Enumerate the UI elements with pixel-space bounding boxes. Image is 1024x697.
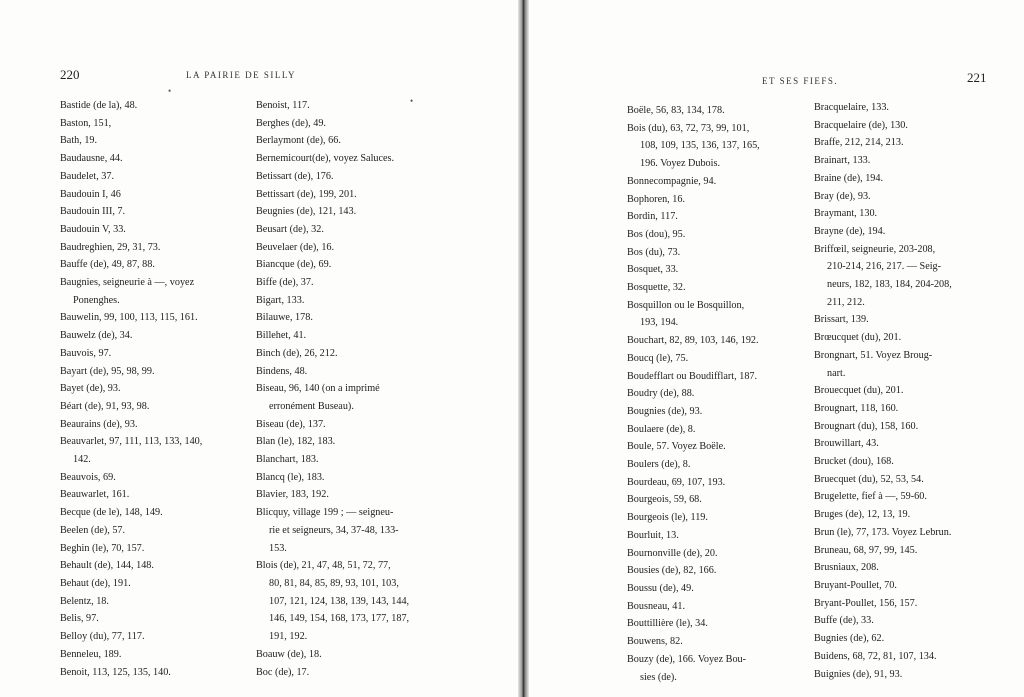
index-entry — [814, 347, 1014, 382]
index-entry-line: Blanchart, 183. — [256, 454, 319, 466]
index-entry — [814, 435, 1014, 453]
index-entry-line: Behault (de), 144, 148. — [60, 560, 154, 572]
ink-speck: • — [168, 86, 172, 96]
index-entry — [814, 170, 1014, 188]
index-entry — [256, 203, 496, 221]
index-entry-line: Bray (de), 93. — [814, 190, 871, 202]
index-entry-line: Brougnart (du), 158, 160. — [814, 420, 919, 432]
index-entry-line: Bouwens, 82. — [627, 636, 683, 648]
index-entry — [814, 418, 1014, 436]
index-entry-line: Bosquet, 33. — [627, 264, 679, 276]
index-entry — [256, 309, 496, 327]
index-entry-line: Beauvarlet, 97, 111, 113, 133, 140, — [60, 436, 203, 448]
index-entry — [60, 274, 250, 309]
index-entry-line: Belis, 97. — [60, 613, 99, 625]
index-entry-line: Benneleu, 189. — [60, 648, 122, 660]
index-entry — [60, 256, 250, 274]
index-entry — [814, 205, 1014, 223]
index-entry-line: 196. Voyez Dubois. — [640, 158, 720, 170]
index-entry-line: Bruges (de), 12, 13, 19. — [814, 509, 911, 521]
right-page — [529, 0, 1024, 697]
index-entry-line: Brainart, 133. — [814, 155, 871, 167]
index-entry-line: Bougnies (de), 93. — [627, 405, 703, 417]
index-entry-line: Braymant, 130. — [814, 208, 878, 220]
index-entry — [814, 134, 1014, 152]
index-entry — [814, 559, 1014, 577]
index-entry-line: Becque (de le), 148, 149. — [60, 507, 163, 519]
index-entry — [256, 664, 496, 682]
index-entry-line: Brissart, 139. — [814, 314, 869, 326]
index-entry-line: Biffe (de), 37. — [256, 277, 314, 289]
index-entry-line: Bordin, 117. — [627, 211, 678, 223]
index-entry-line: Baudreghien, 29, 31, 73. — [60, 241, 161, 253]
index-entry-line: Bourgeois, 59, 68. — [627, 494, 702, 506]
index-entry — [256, 504, 496, 557]
index-entry-line: Beelen (de), 57. — [60, 524, 126, 536]
right-running-head: ET SES FIEFS. — [762, 76, 839, 86]
index-entry — [60, 433, 250, 468]
index-entry — [60, 593, 250, 611]
index-entry-line: Brucket (dou), 168. — [814, 456, 894, 468]
index-entry-line: Bindens, 48. — [256, 365, 308, 377]
index-entry-line: Boudefflart ou Boudifflart, 187. — [627, 370, 758, 382]
index-entry-line: Bettissart (de), 199, 201. — [256, 188, 357, 200]
index-entry-line: Bournonville (de), 20. — [627, 547, 718, 559]
index-entry — [256, 327, 496, 345]
right-page-number: 221 — [967, 70, 987, 85]
index-entry — [60, 664, 250, 682]
index-entry-line: 210-214, 216, 217. — Seig- — [827, 261, 942, 273]
index-entry — [60, 221, 250, 239]
index-entry — [60, 557, 250, 575]
index-entry — [814, 382, 1014, 400]
index-entry-line: 191, 192. — [269, 631, 308, 643]
index-entry — [627, 279, 807, 297]
index-entry-line: Beusart (de), 32. — [256, 223, 324, 235]
index-entry — [60, 309, 250, 327]
index-entry-line: 211, 212. — [827, 296, 865, 308]
index-entry — [60, 575, 250, 593]
index-entry-line: Bos (du), 73. — [627, 246, 681, 258]
index-entry-line: Billehet, 41. — [256, 330, 307, 342]
index-entry — [814, 488, 1014, 506]
index-entry — [814, 400, 1014, 418]
index-entry-line: Bourluit, 13. — [627, 529, 679, 541]
index-entry-line: Bauffe (de), 49, 87, 88. — [60, 259, 155, 271]
index-entry — [256, 363, 496, 381]
index-entry — [60, 203, 250, 221]
index-entry-line: Bouchart, 82, 89, 103, 146, 192. — [627, 335, 759, 347]
index-entry — [627, 509, 807, 527]
index-entry — [627, 527, 807, 545]
index-entry-line: Buidens, 68, 72, 81, 107, 134. — [814, 650, 937, 662]
index-entry — [60, 168, 250, 186]
index-entry — [814, 117, 1014, 135]
index-entry-line: Boulers (de), 8. — [627, 459, 691, 471]
index-entry — [627, 173, 807, 191]
index-entry — [627, 651, 807, 686]
index-entry-line: Betissart (de), 176. — [256, 170, 334, 182]
index-entry — [627, 261, 807, 279]
index-entry — [60, 363, 250, 381]
left-page-column-2 — [256, 97, 496, 681]
index-entry-line: Belloy (du), 77, 117. — [60, 631, 145, 643]
index-entry-line: Bousneau, 41. — [627, 600, 686, 612]
index-entry — [60, 239, 250, 257]
index-entry-line: Berghes (de), 49. — [256, 117, 326, 129]
index-entry — [814, 329, 1014, 347]
index-entry — [256, 433, 496, 451]
index-entry — [60, 97, 250, 115]
index-entry-line: Bourgeois (le), 119. — [627, 512, 708, 524]
index-entry — [256, 150, 496, 168]
index-entry-line: Boc (de), 17. — [256, 666, 310, 678]
index-entry-line: Blicquy, village 199 ; — seigneu- — [256, 507, 394, 519]
index-entry-line: 146, 149, 154, 168, 173, 177, 187, — [269, 613, 410, 625]
index-entry-line: neurs, 182, 183, 184, 204-208, — [827, 279, 952, 291]
index-entry-line: Bigart, 133. — [256, 294, 305, 306]
index-entry-line: Blois (de), 21, 47, 48, 51, 72, 77, — [256, 560, 391, 572]
index-entry-line: Beghin (le), 70, 157. — [60, 542, 145, 554]
index-entry-line: Briffœil, seigneurie, 203-208, — [814, 243, 936, 255]
index-entry-line: Buignies (de), 91, 93. — [814, 668, 903, 680]
index-entry-line: Boule, 57. Voyez Boële. — [627, 441, 726, 453]
index-entry-line: Benoist, 117. — [256, 100, 310, 111]
index-entry — [60, 646, 250, 664]
index-entry-line: Bugnies (de), 62. — [814, 633, 885, 645]
index-entry-line: Baudelet, 37. — [60, 170, 115, 182]
index-entry-line: Bryant-Poullet, 156, 157. — [814, 597, 918, 609]
index-entry — [256, 345, 496, 363]
index-entry-line: Bath, 19. — [60, 135, 98, 147]
index-entry-line: Bauwelin, 99, 100, 113, 115, 161. — [60, 312, 198, 324]
index-entry-line: 107, 121, 124, 138, 139, 143, 144, — [269, 595, 410, 607]
index-entry — [256, 292, 496, 310]
index-entry-line: Baudausne, 44. — [60, 153, 123, 165]
index-entry-line: Bonnecompagnie, 94. — [627, 175, 717, 187]
index-entry — [814, 542, 1014, 560]
index-entry — [627, 191, 807, 209]
index-entry-line: 80, 81, 84, 85, 89, 93, 101, 103, — [269, 577, 399, 589]
index-entry-line: Bouzy (de), 166. Voyez Bou- — [627, 653, 747, 665]
index-entry-line: Bourdeau, 69, 107, 193. — [627, 476, 726, 488]
index-entry-line: Beuvelaer (de), 16. — [256, 241, 335, 253]
index-entry-line: Boussu (de), 49. — [627, 582, 694, 594]
index-entry-line: 193, 194. — [640, 317, 679, 329]
index-entry — [627, 350, 807, 368]
index-entry-line: Braine (de), 194. — [814, 172, 884, 184]
right-page-column-1 — [627, 102, 807, 686]
index-entry-line: Buffe (de), 33. — [814, 615, 874, 627]
index-entry-line: erronément Buseau). — [269, 400, 354, 412]
index-entry — [256, 274, 496, 292]
index-entry — [627, 297, 807, 332]
index-entry-line: 108, 109, 135, 136, 137, 165, — [640, 140, 760, 152]
book-gutter — [518, 0, 529, 697]
index-entry-line: Bruneau, 68, 97, 99, 145. — [814, 544, 918, 556]
left-page-number: 220 — [60, 67, 80, 82]
index-entry-line: Ponenghes. — [73, 294, 120, 306]
index-entry — [60, 628, 250, 646]
index-entry-line: Boauw (de), 18. — [256, 648, 322, 660]
index-entry-line: Brayne (de), 194. — [814, 225, 886, 237]
index-entry-line: rie et seigneurs, 34, 37-48, 133- — [269, 524, 399, 536]
index-entry-line: Bayet (de), 93. — [60, 383, 121, 395]
index-entry — [814, 471, 1014, 489]
index-entry — [256, 239, 496, 257]
index-entry — [60, 115, 250, 133]
index-entry — [627, 208, 807, 226]
index-entry — [627, 545, 807, 563]
index-entry-line: Braffe, 212, 214, 213. — [814, 137, 904, 149]
index-entry — [627, 244, 807, 262]
index-entry — [627, 633, 807, 651]
index-entry — [814, 577, 1014, 595]
index-entry — [814, 506, 1014, 524]
index-entry-line: Brongnart, 51. Voyez Broug- — [814, 349, 933, 361]
index-entry-line: Bilauwe, 178. — [256, 312, 313, 324]
index-entry-line: Binch (de), 26, 212. — [256, 347, 338, 359]
index-entry — [627, 421, 807, 439]
index-entry-line: Bruyant-Poullet, 70. — [814, 579, 897, 591]
index-entry — [60, 327, 250, 345]
index-entry-line: Baugnies, seigneurie à —, voyez — [60, 277, 195, 289]
index-entry — [627, 456, 807, 474]
index-entry — [627, 615, 807, 633]
index-entry-line: Bosquette, 32. — [627, 282, 686, 294]
index-entry — [256, 451, 496, 469]
index-entry — [60, 504, 250, 522]
index-entry — [60, 486, 250, 504]
index-entry — [60, 345, 250, 363]
index-entry-line: Beugnies (de), 121, 143. — [256, 206, 357, 218]
index-entry-line: nart. — [827, 367, 846, 379]
index-entry-line: Beaurains (de), 93. — [60, 418, 138, 430]
index-entry — [256, 115, 496, 133]
index-entry-line: Bauvois, 97. — [60, 347, 112, 359]
index-entry — [256, 486, 496, 504]
index-entry — [60, 186, 250, 204]
index-entry-line: Bracquelaire, 133. — [814, 102, 889, 113]
index-entry — [814, 188, 1014, 206]
index-entry — [627, 102, 807, 120]
index-entry-line: sies (de). — [640, 671, 677, 683]
index-entry-line: Behaut (de), 191. — [60, 577, 131, 589]
index-entry — [256, 469, 496, 487]
index-entry-line: Biseau (de), 137. — [256, 418, 326, 430]
index-entry — [60, 522, 250, 540]
index-entry-line: Baudouin III, 7. — [60, 206, 126, 218]
index-entry — [627, 491, 807, 509]
index-entry — [627, 598, 807, 616]
index-entry — [60, 416, 250, 434]
index-entry — [60, 469, 250, 487]
index-entry — [256, 380, 496, 415]
index-entry-line: Bousies (de), 82, 166. — [627, 565, 717, 577]
index-entry — [256, 646, 496, 664]
index-entry-line: Baston, 151, — [60, 117, 112, 129]
index-entry-line: Baudouin V, 33. — [60, 223, 126, 235]
index-entry-line: Benoit, 113, 125, 135, 140. — [60, 666, 171, 678]
index-entry-line: Bophoren, 16. — [627, 193, 686, 205]
index-entry — [60, 610, 250, 628]
index-entry — [814, 612, 1014, 630]
index-entry — [256, 97, 496, 115]
index-entry — [627, 332, 807, 350]
index-entry — [60, 132, 250, 150]
index-entry — [256, 168, 496, 186]
index-entry-line: Boële, 56, 83, 134, 178. — [627, 105, 725, 116]
index-entry — [814, 453, 1014, 471]
index-entry-line: 142. — [73, 454, 91, 466]
index-entry-line: Bauwelz (de), 34. — [60, 330, 133, 342]
index-entry-line: Baudouin I, 46 — [60, 188, 121, 200]
index-entry-line: Brœucquet (du), 201. — [814, 332, 902, 344]
index-entry-line: Bois (du), 63, 72, 73, 99, 101, — [627, 122, 750, 134]
index-entry — [814, 630, 1014, 648]
index-entry — [60, 150, 250, 168]
index-entry-line: Blavier, 183, 192. — [256, 489, 329, 501]
index-entry-line: Beauwarlet, 161. — [60, 489, 130, 501]
left-running-head: LA PAIRIE DE SILLY — [186, 70, 297, 80]
index-entry-line: Bracquelaire (de), 130. — [814, 119, 908, 131]
index-entry-line: Boucq (le), 75. — [627, 352, 689, 364]
index-entry — [814, 241, 1014, 312]
index-entry-line: Boudry (de), 88. — [627, 388, 695, 400]
index-entry — [627, 562, 807, 580]
index-entry — [627, 226, 807, 244]
index-entry — [256, 221, 496, 239]
index-entry-line: Bosquillon ou le Bosquillon, — [627, 299, 745, 311]
index-entry-line: Boulaere (de), 8. — [627, 423, 696, 435]
index-entry — [814, 595, 1014, 613]
index-entry-line: 153. — [269, 542, 287, 554]
index-entry — [256, 132, 496, 150]
index-entry — [256, 557, 496, 646]
index-entry — [814, 311, 1014, 329]
index-entry-line: Berlaymont (de), 66. — [256, 135, 341, 147]
index-entry-line: Beauvois, 69. — [60, 471, 116, 483]
index-entry — [627, 368, 807, 386]
index-entry — [627, 580, 807, 598]
index-entry — [627, 438, 807, 456]
index-entry-line: Biseau, 96, 140 (on a imprimé — [256, 383, 380, 395]
index-entry-line: Bruecquet (du), 52, 53, 54. — [814, 473, 924, 485]
index-entry-line: Belentz, 18. — [60, 595, 109, 607]
index-entry-line: Brusniaux, 208. — [814, 562, 879, 574]
index-entry — [256, 186, 496, 204]
index-entry-line: Brun (le), 77, 173. Voyez Lebrun. — [814, 526, 952, 538]
right-page-column-2 — [814, 99, 1014, 683]
index-entry — [814, 666, 1014, 684]
index-entry-line: Béart (de), 91, 93, 98. — [60, 400, 150, 412]
ink-speck: • — [410, 96, 414, 106]
index-entry-line: Biancque (de), 69. — [256, 259, 332, 271]
index-entry-line: Bos (dou), 95. — [627, 228, 686, 240]
index-entry-line: Bastide (de la), 48. — [60, 100, 138, 111]
index-entry — [814, 152, 1014, 170]
index-entry-line: Bernemicourt(de), voyez Saluces. — [256, 153, 395, 165]
index-entry-line: Blancq (le), 183. — [256, 471, 325, 483]
index-entry-line: Brougnart, 118, 160. — [814, 402, 899, 414]
index-entry — [814, 648, 1014, 666]
index-entry-line: Brugelette, fief à —, 59-60. — [814, 491, 927, 503]
index-entry — [814, 524, 1014, 542]
left-page-column-1 — [60, 97, 250, 681]
index-entry — [60, 540, 250, 558]
index-entry-line: Bayart (de), 95, 98, 99. — [60, 365, 155, 377]
index-entry — [60, 380, 250, 398]
index-entry — [256, 416, 496, 434]
index-entry — [814, 223, 1014, 241]
index-entry — [627, 474, 807, 492]
index-entry-line: Bouttillière (le), 34. — [627, 618, 708, 630]
index-entry — [60, 398, 250, 416]
index-entry — [256, 256, 496, 274]
index-entry — [627, 403, 807, 421]
index-entry-line: Blan (le), 182, 183. — [256, 436, 336, 448]
index-entry — [627, 120, 807, 173]
index-entry-line: Brouecquet (du), 201. — [814, 385, 904, 397]
index-entry-line: Brouwillart, 43. — [814, 438, 879, 450]
index-entry — [627, 385, 807, 403]
index-entry — [814, 99, 1014, 117]
